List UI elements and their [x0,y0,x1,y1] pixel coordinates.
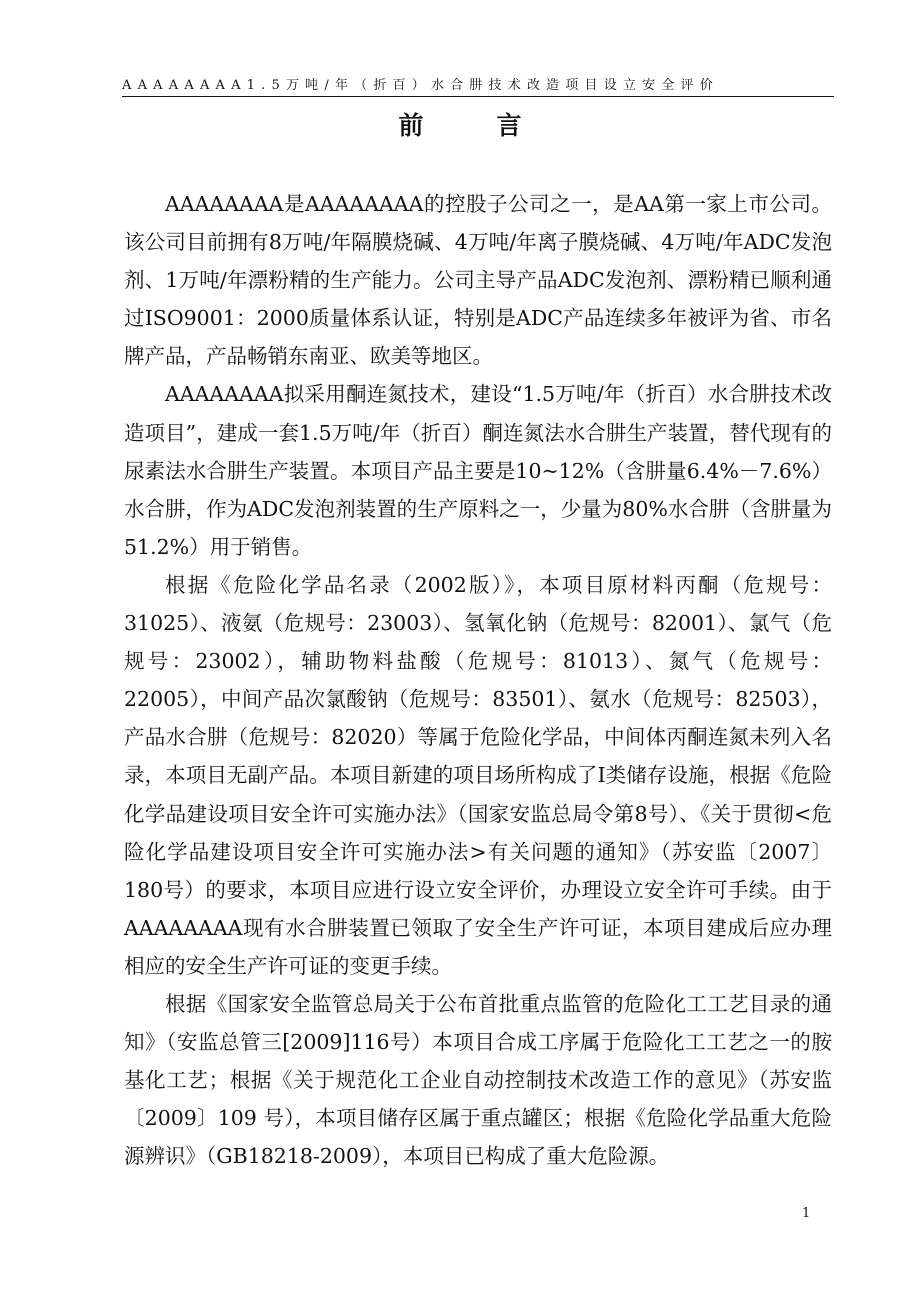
paragraph-hazard-classification: 根据《国家安全监管总局关于公布首批重点监管的危险化工工艺目录的通知》（安监总管三[2009]116号）本项目合成工序属于危险化工工艺之一的胺基化工艺；根据《关于规范化工企业自动控制技术改造工作的意见》（苏安监〔2009〕109 号），本项目储存区属于重点罐区；根据《危险化学品重大危险源辨识》（GB18218-2009），本项目已构成了重大危险源。 [124,991,832,1169]
header-divider [122,96,834,97]
document-body [124,185,832,1175]
section-title: 前 言 [398,111,546,140]
paragraph-hazardous-chemicals: 根据《危险化学品名录（2002版）》，本项目原材料丙酮（危规号：31025）、液氨（危规号：23003）、氢氧化钠（危规号：82001）、氯气（危规号：23002），辅助物料盐酸（危规号：81013）、氮气（危规号：22005），中间产品次氯酸钠（危规号：83501）、氨水（危规号：82503），产品水合肼（危规号：82020）等属于危险化学品，中间体丙酮连氮未列入名录，本项目无副产品。本项目新建的项目场所构成了Ⅰ类储存设施，根据《危险化学品建设项目安全许可实施办法》（国家安监总局令第8号）、《关于贯彻<危险化学品建设项目安全许可实施办法>有关问题的通知》（苏安监〔2007〕180号）的要求，本项目应进行设立安全评价，办理设立安全许可手续。由于AAAAAAAA现有水合肼装置已领取了安全生产许可证，本项目建成后应办理相应的安全生产许可证的变更手续。 [124,572,832,978]
running-header: AAAAAAAA1.5万吨/年（折百）水合肼技术改造项目设立安全评价 [122,78,719,93]
page-number: 1 [802,1206,811,1221]
paragraph-company-overview: AAAAAAAA是AAAAAAAA的控股子公司之一，是AA第一家上市公司。该公司目前拥有8万吨/年隔膜烧碱、4万吨/年离子膜烧碱、4万吨/年ADC发泡剂、1万吨/年漂粉精的生产能力。公司主导产品ADC发泡剂、漂粉精已顺利通过ISO9001：2000质量体系认证，特别是ADC产品连续多年被评为省、市名牌产品，产品畅销东南亚、欧美等地区。 [124,192,832,369]
paragraph-project-description: AAAAAAAA拟采用酮连氮技术，建设“1.5万吨/年（折百）水合肼技术改造项目”，建成一套1.5万吨/年（折百）酮连氮法水合肼生产装置，替代现有的尿素法水合肼生产装置。本项目产品主要是10~12%（含肼量6.4%－7.6%）水合肼，作为ADC发泡剂装置的生产原料之一，少量为80%水合肼（含肼量为51.2%）用于销售。 [124,382,832,559]
